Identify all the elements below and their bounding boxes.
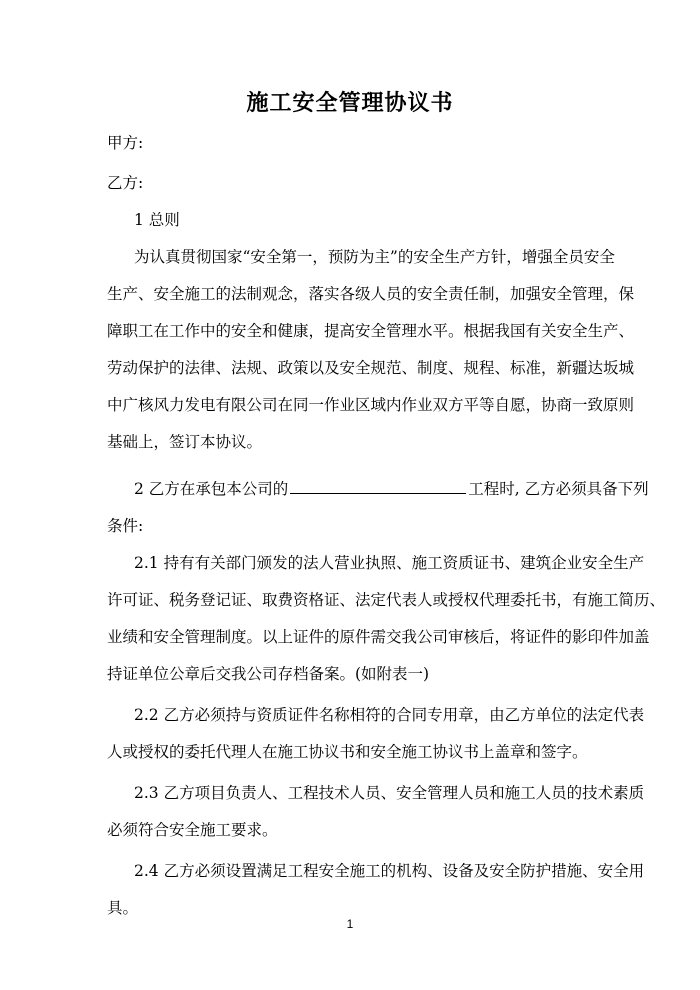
section-1-line: 中广核风力发电有限公司在同一作业区域内作业双方平等自愿，协商一致原则 xyxy=(107,396,635,414)
clause-2-1-line: 持证单位公章后交我公司存档备案。(如附表一) xyxy=(107,665,430,683)
clause-2-1-line: 许可证、税务登记证、取费资格证、法定代表人或授权代理委托书，有施工简历、 xyxy=(107,591,666,609)
section-2-intro-prefix: 2 乙方在承包本公司的 xyxy=(134,480,289,498)
clause-2-4-line: 具。 xyxy=(107,899,139,917)
section-1-line: 为认真贯彻国家“安全第一，预防为主”的安全生产方针，增强全员安全 xyxy=(134,248,615,266)
clause-2-3-line: 2.3 乙方项目负责人、工程技术人员、安全管理人员和施工人员的技术素质 xyxy=(134,784,645,802)
party-a-label: 甲方: xyxy=(107,134,144,152)
section-2-intro-suffix: 工程时, 乙方必须具备下列 xyxy=(468,480,649,498)
clause-2-4-line: 2.4 乙方必须设置满足工程安全施工的机构、设备及安全防护措施、安全用 xyxy=(134,862,645,880)
section-1-line: 基础上，签订本协议。 xyxy=(107,433,263,451)
clause-2-2-line: 人或授权的委托代理人在施工协议书和安全施工协议书上盖章和签字。 xyxy=(107,743,588,761)
section-2-intro-cont: 条件: xyxy=(107,517,144,535)
project-name-blank xyxy=(290,478,466,494)
clause-2-3-line: 必须符合安全施工要求。 xyxy=(107,821,278,839)
section-1-line: 劳动保护的法律、法规、政策以及安全规范、制度、规程、标准，新疆达坂城 xyxy=(107,359,635,377)
document-title: 施工安全管理协议书 xyxy=(246,90,454,116)
section-1-line: 障职工在工作中的安全和健康，提高安全管理水平。根据我国有关安全生产、 xyxy=(107,322,635,340)
clause-2-1-line: 2.1 持有有关部门颁发的法人营业执照、施工资质证书、建筑企业安全生产 xyxy=(134,554,645,572)
section-1-heading: 1 总则 xyxy=(134,211,180,229)
page-number: 1 xyxy=(346,917,354,931)
party-b-label: 乙方: xyxy=(107,174,144,192)
clause-2-1-line: 业绩和安全管理制度。以上证件的原件需交我公司审核后，将证件的影印件加盖 xyxy=(107,628,650,646)
section-2-intro xyxy=(134,478,649,500)
clause-2-2-line: 2.2 乙方必须持与资质证件名称相符的合同专用章，由乙方单位的法定代表 xyxy=(134,706,645,724)
section-1-line: 生产、安全施工的法制观念，落实各级人员的安全责任制，加强安全管理，保 xyxy=(107,285,635,303)
